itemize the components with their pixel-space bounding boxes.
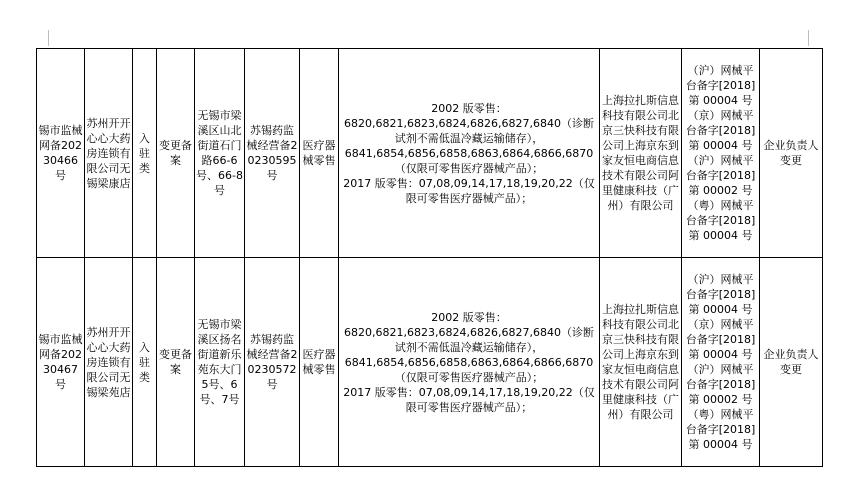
scope-line: 2017 版零售：07,08,09,14,17,18,19,20,22（仅限可零售医疗器械产品）； — [343, 385, 595, 414]
license-cell: 锡市监械网备20230467号 — [37, 258, 85, 467]
reason-cell: 企业负责人变更 — [760, 49, 823, 258]
scope-line: 2002 版零售： — [431, 310, 507, 324]
scope-line: 6841,6854,6856,6858,6863,6864,6866,6870（仅限可零售医疗器械产品）； — [344, 146, 594, 175]
record-no-cell: 苏锡药监械经营备20230595号 — [245, 49, 300, 258]
scope-line: 2017 版零售：07,08,09,14,17,18,19,20,22（仅限可零售医疗器械产品）； — [343, 176, 595, 205]
table-row — [37, 49, 823, 258]
platform-reg-cell: （沪）网械平台备字[2018]第 00004 号（京）网械平台备字[2018]第 00004 号（沪）网械平台备字[2018]第 00002 号（粤）网械平台备字[2018]第 00004 号 — [682, 258, 760, 467]
category-cell: 医疗器械零售 — [300, 49, 339, 258]
table-row — [37, 258, 823, 467]
record-no-cell: 苏锡药监械经营备20230572号 — [245, 258, 300, 467]
type-cell: 入驻类 — [133, 49, 157, 258]
company-cell: 苏州开开心心大药房连锁有限公司无锡梁苑店 — [85, 258, 133, 467]
scope-line: 6841,6854,6856,6858,6863,6864,6866,6870（仅限可零售医疗器械产品）； — [344, 355, 594, 384]
scope-line: 6820,6821,6823,6824,6826,6827,6840（诊断试剂不需低温冷藏运输储存）， — [344, 116, 594, 145]
company-cell: 苏州开开心心大药房连锁有限公司无锡梁康店 — [85, 49, 133, 258]
margin-corner-top-right — [808, 30, 817, 46]
platforms-cell: 上海拉扎斯信息科技有限公司北京三快科技有限公司上海京东到家友恒电商信息技术有限公司阿里健康科技（广州）有限公司 — [600, 49, 682, 258]
platforms-cell: 上海拉扎斯信息科技有限公司北京三快科技有限公司上海京东到家友恒电商信息技术有限公司阿里健康科技（广州）有限公司 — [600, 258, 682, 467]
license-cell: 锡市监械网备20230466号 — [37, 49, 85, 258]
category-cell: 医疗器械零售 — [300, 258, 339, 467]
scope-cell — [339, 49, 600, 258]
margin-corner-top-left — [40, 30, 49, 46]
change-cell: 变更备案 — [157, 258, 195, 467]
reason-cell: 企业负责人变更 — [760, 258, 823, 467]
platform-reg-cell: （沪）网械平台备字[2018]第 00004 号（京）网械平台备字[2018]第 00004 号（沪）网械平台备字[2018]第 00002 号（粤）网械平台备字[2018]第 00004 号 — [682, 49, 760, 258]
address-cell: 无锡市梁溪区山北街道石门路66-6号、66-8号 — [195, 49, 245, 258]
type-cell: 入驻类 — [133, 258, 157, 467]
scope-line: 2002 版零售： — [431, 101, 507, 115]
record-table — [36, 48, 823, 467]
address-cell: 无锡市梁溪区扬名街道新乐苑东大门5号、6号、7号 — [195, 258, 245, 467]
change-cell: 变更备案 — [157, 49, 195, 258]
scope-cell — [339, 258, 600, 467]
scope-line: 6820,6821,6823,6824,6826,6827,6840（诊断试剂不需低温冷藏运输储存）， — [344, 325, 594, 354]
